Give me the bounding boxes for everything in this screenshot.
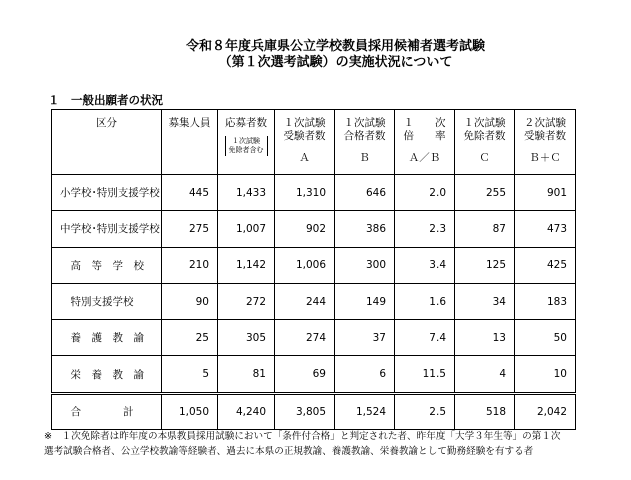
row-exam1-takers: 274 [275,320,335,356]
footnote [44,429,604,459]
total-row [52,393,576,429]
total-applicants: 4,240 [218,393,275,429]
row-applicants: 81 [218,356,275,393]
row-exam1-takers: 69 [275,356,335,393]
row-recruit: 275 [162,211,218,247]
footnote-line1: ※ １次免除者は昨年度の本県教員採用試験において「条件付合格」と判定された者、昨年度「大学３年生等」の第１次 [44,431,561,442]
table-row [52,211,576,247]
header-exam1-takers-line2: 受験者数 [283,130,326,142]
header-recruit [162,110,218,175]
total-category: 合 計 [52,393,162,429]
row-exam1-takers: 244 [275,283,335,319]
row-exempt: 13 [455,320,515,356]
row-ratio: 3.4 [395,247,455,283]
row-exam1-takers: 902 [275,211,335,247]
footnote-line2: 選考試験合格者、公立学校教諭等経験者、過去に本県の正規教諭、養護教諭、栄養教諭として勤務経験を有する者 [44,446,534,457]
table-row [52,175,576,211]
header-exam2-takers-line1: ２次試験 [524,117,566,129]
row-recruit: 210 [162,247,218,283]
row-applicants: 272 [218,283,275,319]
row-exam1-pass: 386 [335,211,395,247]
row-exempt: 87 [455,211,515,247]
table-row [52,320,576,356]
header-exam1-takers-line1: １次試験 [283,117,326,129]
header-exam2-takers-line2: 受験者数 [524,130,566,142]
row-ratio: 11.5 [395,356,455,393]
document-title-line1: 令和８年度兵庫県公立学校教員採用候補者選考試験 [185,39,485,54]
row-exempt: 4 [455,356,515,393]
row-exempt: 125 [455,247,515,283]
row-applicants: 1,433 [218,175,275,211]
header-exam2-takers [515,110,576,175]
header-exam1-pass [335,110,395,175]
row-exam2-takers: 425 [515,247,576,283]
header-ratio-symbol: Ａ／Ｂ [408,152,441,164]
status-table [51,109,576,430]
row-category: 小学校･特別支援学校 [52,175,162,211]
row-exam1-takers: 1,006 [275,247,335,283]
row-ratio: 7.4 [395,320,455,356]
header-exempt-line1: １次試験 [463,117,506,129]
document-title-line2: （第１次選考試験）の実施状況について [218,55,453,70]
header-exempt-symbol: Ｃ [479,152,490,164]
row-exempt: 34 [455,283,515,319]
header-exam1-pass-line1: １次試験 [343,117,386,129]
row-applicants: 1,142 [218,247,275,283]
row-recruit: 445 [162,175,218,211]
header-exempt [455,110,515,175]
row-exam1-pass: 6 [335,356,395,393]
total-ratio: 2.5 [395,393,455,429]
total-exam1-takers: 3,805 [275,393,335,429]
header-applicants-note [225,136,268,156]
row-ratio: 1.6 [395,283,455,319]
row-ratio: 2.0 [395,175,455,211]
table-row [52,247,576,283]
row-category: 特別支援学校 [52,283,162,319]
row-exam2-takers: 473 [515,211,576,247]
header-ratio [395,110,455,175]
row-exam2-takers: 183 [515,283,576,319]
row-exam2-takers: 50 [515,320,576,356]
header-exam1-takers-symbol: Ａ [299,152,310,164]
header-exempt-line2: 免除者数 [463,130,506,142]
total-exempt: 518 [455,393,515,429]
row-applicants: 305 [218,320,275,356]
row-category: 高 等 学 校 [52,247,162,283]
total-exam1-pass: 1,524 [335,393,395,429]
table-row [52,356,576,393]
total-recruit: 1,050 [162,393,218,429]
row-exam1-pass: 37 [335,320,395,356]
header-ratio-line1: １ 次 [403,117,446,129]
header-applicants-label: 応募者数 [225,117,267,129]
table-row [52,283,576,319]
row-recruit: 25 [162,320,218,356]
row-category: 栄 養 教 諭 [52,356,162,393]
row-category: 養 護 教 諭 [52,320,162,356]
header-ratio-line2: 倍 率 [403,130,446,142]
header-applicants-note-line2: 免除者含む [228,146,264,154]
header-applicants [218,110,275,175]
header-applicants-note-line1: １次試験 [232,137,260,145]
total-exam2-takers: 2,042 [515,393,576,429]
row-exam1-pass: 646 [335,175,395,211]
header-category-label: 区分 [96,117,117,129]
header-exam1-pass-symbol: Ｂ [359,152,370,164]
row-exam1-takers: 1,310 [275,175,335,211]
header-recruit-label: 募集人員 [168,117,211,129]
header-category [52,110,162,175]
row-recruit: 5 [162,356,218,393]
header-row [52,110,576,175]
row-exempt: 255 [455,175,515,211]
row-applicants: 1,007 [218,211,275,247]
section-title: １ 一般出願者の状況 [48,93,163,107]
row-recruit: 90 [162,283,218,319]
row-exam2-takers: 901 [515,175,576,211]
row-exam1-pass: 300 [335,247,395,283]
row-exam1-pass: 149 [335,283,395,319]
header-exam1-pass-line2: 合格者数 [343,130,386,142]
header-exam2-takers-symbol: Ｂ＋Ｃ [529,152,561,164]
row-ratio: 2.3 [395,211,455,247]
header-exam1-takers [275,110,335,175]
row-category: 中学校･特別支援学校 [52,211,162,247]
row-exam2-takers: 10 [515,356,576,393]
